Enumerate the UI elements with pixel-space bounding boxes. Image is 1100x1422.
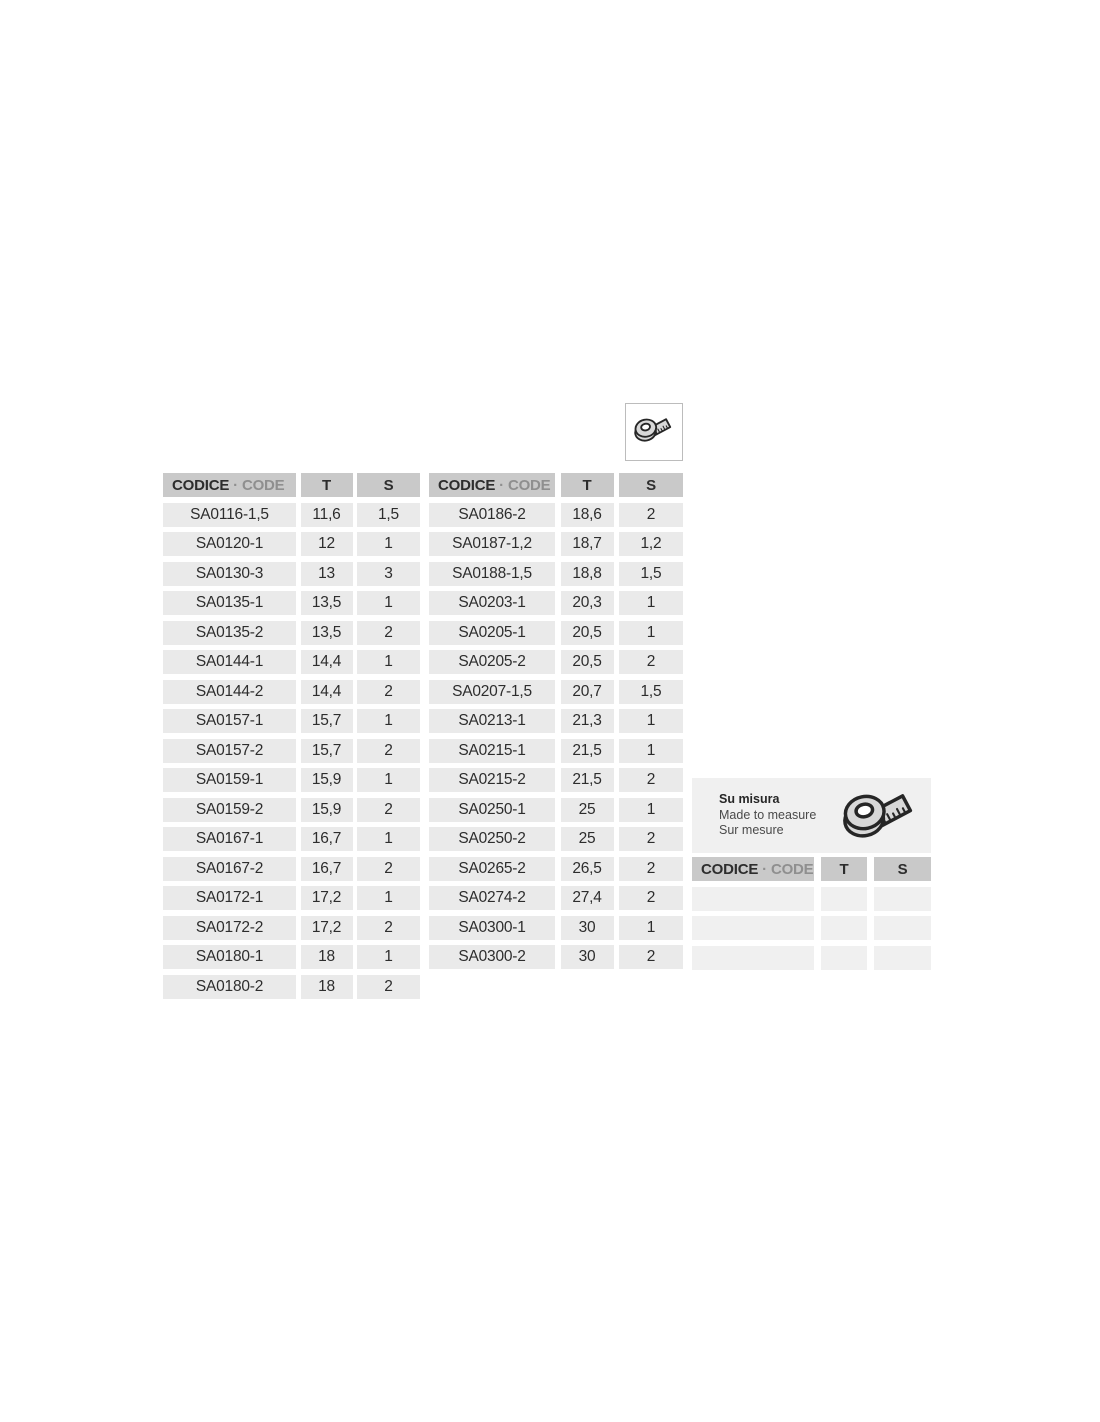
cell-t: 18 xyxy=(301,945,353,969)
cell-s: 2 xyxy=(357,916,420,940)
cell-t: 30 xyxy=(561,916,614,940)
made-to-measure-title-it: Su misura xyxy=(719,792,780,807)
cell-s: 2 xyxy=(619,650,683,674)
cell-t: 20,5 xyxy=(561,621,614,645)
header-separator: · xyxy=(499,476,504,494)
cell-code: SA0144-1 xyxy=(163,650,296,674)
cell-code: SA0186-2 xyxy=(429,503,555,527)
cell-code: SA0250-2 xyxy=(429,827,555,851)
table-row-empty xyxy=(692,946,931,970)
header-codice-label: CODICE xyxy=(438,476,496,494)
table-row xyxy=(163,916,420,940)
cell-t: 17,2 xyxy=(301,886,353,910)
cell-t: 13,5 xyxy=(301,591,353,615)
table-row xyxy=(429,798,683,822)
table-row xyxy=(429,916,683,940)
header-separator: · xyxy=(233,476,238,494)
header-t-column: T xyxy=(561,473,614,497)
cell-code: SA0203-1 xyxy=(429,591,555,615)
header-s-column: S xyxy=(874,857,931,881)
cell-t xyxy=(821,887,867,911)
cell-code xyxy=(692,916,814,940)
cell-t: 20,3 xyxy=(561,591,614,615)
header-code-column xyxy=(692,857,814,881)
table-row xyxy=(429,680,683,704)
cell-s: 2 xyxy=(619,857,683,881)
cell-s: 1 xyxy=(619,621,683,645)
header-s-column: S xyxy=(357,473,420,497)
made-to-measure-table xyxy=(692,857,931,975)
table-row xyxy=(163,621,420,645)
cell-t: 18,7 xyxy=(561,532,614,556)
cell-s: 1 xyxy=(619,739,683,763)
table-row xyxy=(429,591,683,615)
cell-s: 2 xyxy=(619,503,683,527)
table-row xyxy=(429,886,683,910)
cell-s: 1 xyxy=(357,709,420,733)
table-row xyxy=(163,827,420,851)
table-header-row xyxy=(429,473,683,497)
cell-s: 2 xyxy=(357,975,420,999)
cell-t: 21,3 xyxy=(561,709,614,733)
cell-code: SA0188-1,5 xyxy=(429,562,555,586)
cell-code xyxy=(692,946,814,970)
cell-s: 1 xyxy=(619,798,683,822)
cell-t: 17,2 xyxy=(301,916,353,940)
cell-code: SA0300-1 xyxy=(429,916,555,940)
cell-code: SA0205-2 xyxy=(429,650,555,674)
table-header-row xyxy=(163,473,420,497)
table-row xyxy=(163,975,420,999)
header-code-column xyxy=(163,473,296,497)
cell-t: 16,7 xyxy=(301,827,353,851)
table-row xyxy=(163,709,420,733)
cell-s: 2 xyxy=(619,945,683,969)
cell-s: 1 xyxy=(357,945,420,969)
cell-s: 1,2 xyxy=(619,532,683,556)
table-row xyxy=(163,798,420,822)
cell-t: 11,6 xyxy=(301,503,353,527)
cell-s: 2 xyxy=(357,798,420,822)
header-code-label: CODE xyxy=(770,860,814,878)
made-to-measure-text xyxy=(692,792,816,839)
cell-t: 20,5 xyxy=(561,650,614,674)
cell-t: 16,7 xyxy=(301,857,353,881)
cell-code: SA0157-1 xyxy=(163,709,296,733)
table-row xyxy=(429,768,683,792)
cell-code: SA0265-2 xyxy=(429,857,555,881)
table-row xyxy=(429,857,683,881)
cell-t xyxy=(821,916,867,940)
cell-s: 1,5 xyxy=(619,562,683,586)
cell-s: 1 xyxy=(357,827,420,851)
cell-t: 26,5 xyxy=(561,857,614,881)
cell-s: 1,5 xyxy=(357,503,420,527)
cell-t: 20,7 xyxy=(561,680,614,704)
tape-measure-icon xyxy=(837,782,923,850)
cell-s xyxy=(874,916,931,940)
header-codice-label: CODICE xyxy=(701,860,759,878)
made-to-measure-title-fr: Sur mesure xyxy=(719,823,784,838)
table-row xyxy=(429,827,683,851)
cell-code xyxy=(692,887,814,911)
table-row xyxy=(163,945,420,969)
cell-t: 18,6 xyxy=(561,503,614,527)
cell-code: SA0116-1,5 xyxy=(163,503,296,527)
cell-code: SA0167-2 xyxy=(163,857,296,881)
cell-s: 1 xyxy=(357,591,420,615)
cell-t: 14,4 xyxy=(301,650,353,674)
cell-t: 15,7 xyxy=(301,709,353,733)
cell-s xyxy=(874,946,931,970)
cell-code: SA0172-2 xyxy=(163,916,296,940)
cell-s: 2 xyxy=(357,680,420,704)
cell-t: 18,8 xyxy=(561,562,614,586)
cell-code: SA0167-1 xyxy=(163,827,296,851)
made-to-measure-panel xyxy=(692,778,931,853)
cell-t: 27,4 xyxy=(561,886,614,910)
cell-s: 2 xyxy=(619,886,683,910)
table-row xyxy=(163,857,420,881)
cell-s: 1 xyxy=(357,650,420,674)
cell-s: 2 xyxy=(357,857,420,881)
table-row xyxy=(163,650,420,674)
cell-t: 25 xyxy=(561,798,614,822)
table-row xyxy=(163,591,420,615)
table-row xyxy=(163,768,420,792)
cell-s: 1 xyxy=(357,886,420,910)
cell-code: SA0157-2 xyxy=(163,739,296,763)
product-table-left xyxy=(163,473,420,1004)
cell-code: SA0130-3 xyxy=(163,562,296,586)
made-to-measure-title-en: Made to measure xyxy=(719,807,817,822)
table-row xyxy=(429,621,683,645)
cell-code: SA0180-1 xyxy=(163,945,296,969)
cell-s: 1,5 xyxy=(619,680,683,704)
header-codice-label: CODICE xyxy=(172,476,230,494)
cell-t xyxy=(821,946,867,970)
cell-code: SA0144-2 xyxy=(163,680,296,704)
cell-code: SA0207-1,5 xyxy=(429,680,555,704)
cell-s: 1 xyxy=(619,709,683,733)
cell-s: 1 xyxy=(619,916,683,940)
cell-t: 15,9 xyxy=(301,798,353,822)
cell-t: 30 xyxy=(561,945,614,969)
table-row xyxy=(163,680,420,704)
header-separator: · xyxy=(762,860,767,878)
table-row xyxy=(429,562,683,586)
cell-t: 21,5 xyxy=(561,739,614,763)
table-row xyxy=(163,532,420,556)
table-row xyxy=(163,562,420,586)
table-header-row xyxy=(692,857,931,881)
cell-code: SA0213-1 xyxy=(429,709,555,733)
cell-t: 14,4 xyxy=(301,680,353,704)
cell-s: 2 xyxy=(357,621,420,645)
cell-code: SA0159-2 xyxy=(163,798,296,822)
cell-code: SA0300-2 xyxy=(429,945,555,969)
cell-s: 2 xyxy=(357,739,420,763)
table-row-empty xyxy=(692,916,931,940)
product-table-middle xyxy=(429,473,683,975)
table-row xyxy=(163,739,420,763)
cell-code: SA0159-1 xyxy=(163,768,296,792)
header-s-column: S xyxy=(619,473,683,497)
cell-code: SA0187-1,2 xyxy=(429,532,555,556)
cell-code: SA0180-2 xyxy=(163,975,296,999)
table-row xyxy=(163,503,420,527)
table-row xyxy=(429,739,683,763)
cell-code: SA0120-1 xyxy=(163,532,296,556)
header-t-column: T xyxy=(821,857,867,881)
cell-code: SA0135-2 xyxy=(163,621,296,645)
header-t-column: T xyxy=(301,473,353,497)
table-row-empty xyxy=(692,887,931,911)
table-row xyxy=(429,709,683,733)
cell-t: 15,7 xyxy=(301,739,353,763)
table-row xyxy=(163,886,420,910)
table-row xyxy=(429,503,683,527)
cell-code: SA0205-1 xyxy=(429,621,555,645)
cell-t: 12 xyxy=(301,532,353,556)
cell-code: SA0172-1 xyxy=(163,886,296,910)
cell-code: SA0250-1 xyxy=(429,798,555,822)
header-code-label: CODE xyxy=(507,476,551,494)
header-code-column xyxy=(429,473,555,497)
cell-s xyxy=(874,887,931,911)
cell-code: SA0215-1 xyxy=(429,739,555,763)
icon-box xyxy=(625,403,683,461)
header-code-label: CODE xyxy=(241,476,285,494)
cell-t: 21,5 xyxy=(561,768,614,792)
cell-t: 15,9 xyxy=(301,768,353,792)
table-row xyxy=(429,650,683,674)
cell-s: 1 xyxy=(619,591,683,615)
tape-measure-icon xyxy=(631,411,677,454)
cell-s: 2 xyxy=(619,827,683,851)
cell-code: SA0215-2 xyxy=(429,768,555,792)
cell-t: 25 xyxy=(561,827,614,851)
cell-s: 3 xyxy=(357,562,420,586)
cell-s: 2 xyxy=(619,768,683,792)
cell-t: 18 xyxy=(301,975,353,999)
cell-t: 13,5 xyxy=(301,621,353,645)
cell-t: 13 xyxy=(301,562,353,586)
cell-s: 1 xyxy=(357,532,420,556)
cell-s: 1 xyxy=(357,768,420,792)
cell-code: SA0274-2 xyxy=(429,886,555,910)
table-row xyxy=(429,945,683,969)
cell-code: SA0135-1 xyxy=(163,591,296,615)
table-row xyxy=(429,532,683,556)
